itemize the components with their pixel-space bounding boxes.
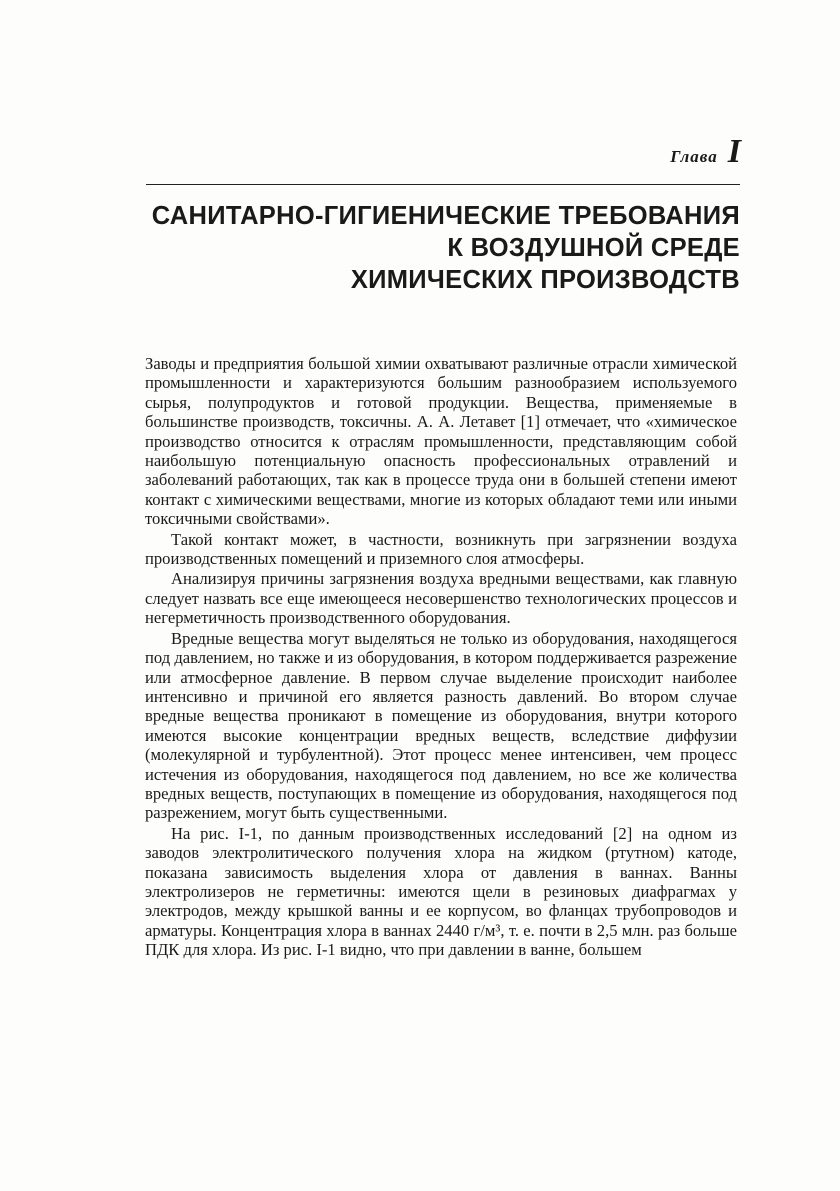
chapter-heading xyxy=(670,135,742,169)
chapter-title-line-3: ХИМИЧЕСКИХ ПРОИЗВОДСТВ xyxy=(350,266,740,294)
body-text xyxy=(145,354,737,960)
chapter-title-line-2: К ВОЗДУШНОЙ СРЕДЕ xyxy=(447,234,740,262)
chapter-word: Глава xyxy=(670,147,718,166)
paragraph-4: Вредные вещества могут выделяться не только из оборудования, находящегося под давлением, но также и из оборудования, в котором поддерживается разрежение или атмосферное давление. В первом случае выделение происходит наиболее интенсивно и причиной его является разность давлений. Во втором случае вредные вещества проникают в помещение из оборудования, внутри которого имеются высокие концентрации вредных веществ, вследствие диффузии (молекулярной и турбулентной). Этот процесс менее интенсивен, чем процесс истечения из оборудования, находящегося под давлением, но все же количества вредных веществ, поступающих в помещение из оборудования, находящегося под разрежением, могут быть существенными. xyxy=(145,628,737,823)
paragraph-1: Заводы и предприятия большой химии охватывают различные отрасли химической промышленности и характеризуются большим разнообразием используемого сырья, полупродуктов и готовой продукции. Вещества, применяемые в большинстве производств, токсичны. А. А. Летавет [1] отмечает, что «химическое производство относится к отраслям промышленности, представляющим собой наибольшую потенциальную опасность профессиональных отравлений и заболеваний работающих, так как в процессе труда они в большей степени имеют контакт с химическими веществами, многие из которых обладают теми или иными токсичными свойствами». xyxy=(145,354,737,529)
paragraph-2: Такой контакт может, в частности, возникнуть при загрязнении воздуха производственных помещений и приземного слоя атмосферы. xyxy=(145,529,737,569)
chapter-title-line-1: САНИТАРНО-ГИГИЕНИЧЕСКИЕ ТРЕБОВАНИЯ xyxy=(151,202,740,230)
paragraph-3: Анализируя причины загрязнения воздуха вредными веществами, как главную следует назвать все еще имеющееся несовершенство технологических процессов и негерметичность производственного оборудования. xyxy=(145,569,737,628)
header-rule xyxy=(146,184,740,185)
chapter-title xyxy=(120,200,740,296)
paragraph-5: На рис. I-1, по данным производственных исследований [2] на одном из заводов электролитического получения хлора на жидком (ртутном) катоде, показана зависимость выделения хлора от давления в ваннах. Ванны электролизеров не герметичны: имеются щели в резиновых диафрагмах у электродов, между крышкой ванны и ее корпусом, во фланцах трубопроводов и арматуры. Концентрация хлора в ваннах 2440 г/м³, т. е. почти в 2,5 млн. раз больше ПДК для хлора. Из рис. I-1 видно, что при давлении в ванне, большем xyxy=(145,823,737,960)
chapter-number: I xyxy=(727,133,742,170)
